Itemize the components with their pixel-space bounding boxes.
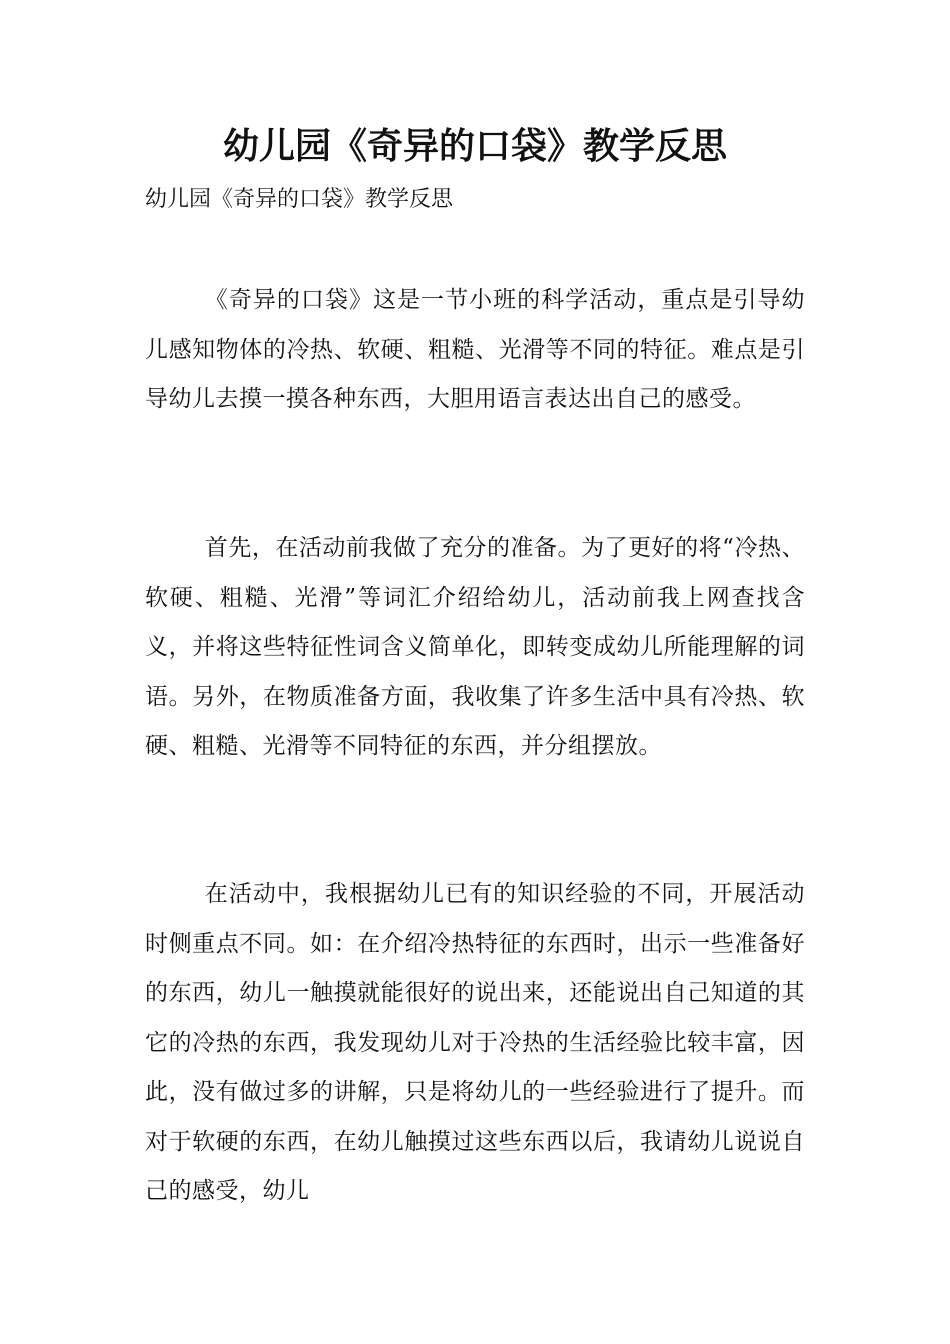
paragraph-2: 首先，在活动前我做了充分的准备。为了更好的将“冷热、软硬、粗糙、光滑”等词汇介绍给幼儿，活动前我上网查找含义，并将这些特征性词含义简单化，即转变成幼儿所能理解的词语。另外，在物质准备方面，我收集了许多生活中具有冷热、软硬、粗糙、光滑等不同特征的东西，并分组摆放。	[145, 535, 805, 759]
document-subtitle: 幼儿园《奇异的口袋》教学反思	[145, 187, 454, 212]
paragraph-3: 在活动中，我根据幼儿已有的知识经验的不同，开展活动时侧重点不同。如：在介绍冷热特征的东西时，出示一些准备好的东西，幼儿一触摸就能很好的说出来，还能说出自己知道的其它的冷热的东西，我发现幼儿对于冷热的生活经验比较丰富，因此，没有做过多的讲解，只是将幼儿的一些经验进行了提升。而对于软硬的东西，在幼儿触摸过这些东西以后，我请幼儿说说自己的感受，幼儿	[145, 881, 805, 1204]
paragraph-1: 《奇异的口袋》这是一节小班的科学活动，重点是引导幼儿感知物体的冷热、软硬、粗糙、光滑等不同的特征。难点是引导幼儿去摸一摸各种东西，大胆用语言表达出自己的感受。	[145, 287, 805, 412]
page-title: 幼儿园《奇异的口袋》教学反思	[222, 126, 727, 167]
